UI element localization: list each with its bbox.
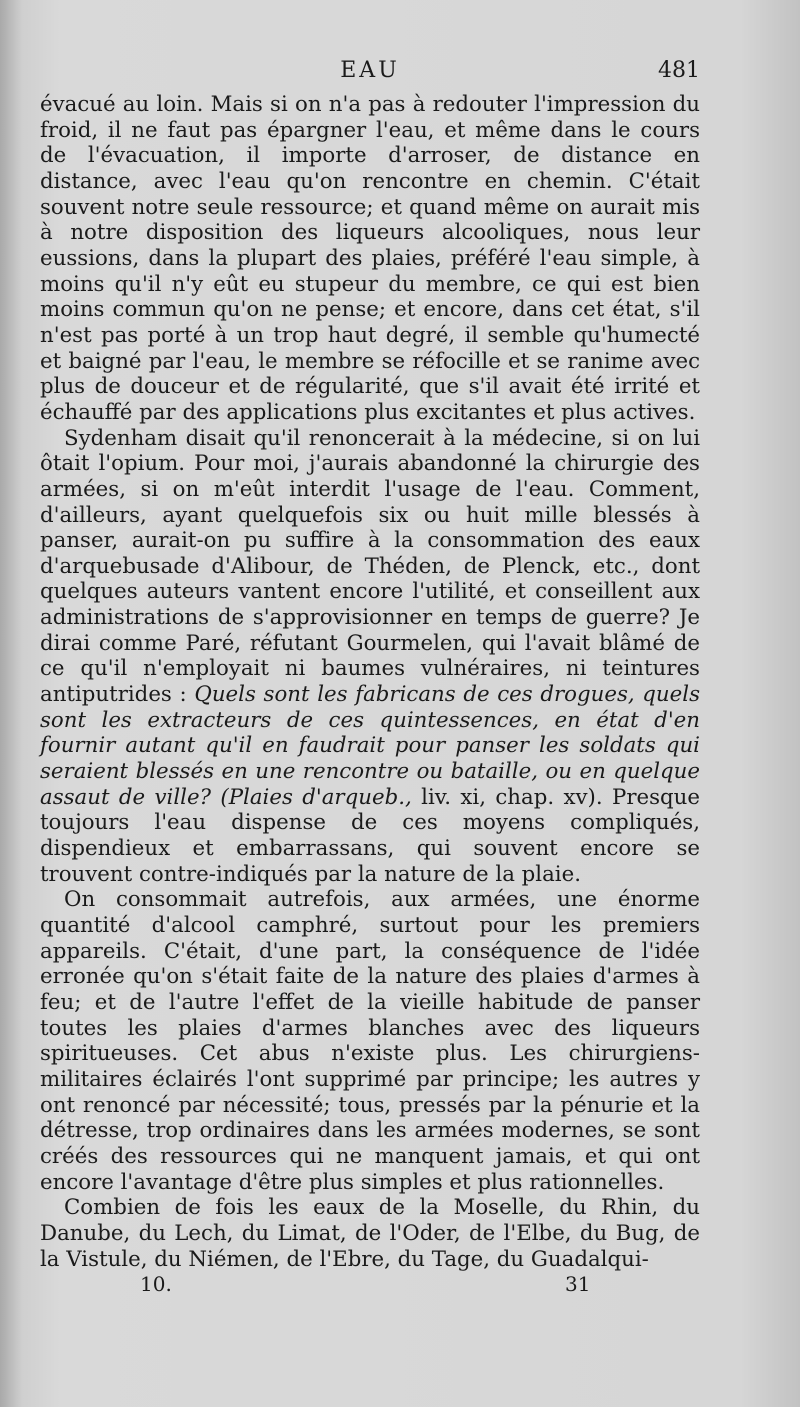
paragraph-2 — [40, 426, 700, 888]
paragraph-2-tail: liv. xi, chap. xv). Presque toujours l'eau dispense de ces moyens compliqués, dispendieux et embarrassans, qui souvent encore se trouvent contre-indiqués par la nature de la plaie. — [40, 784, 700, 887]
page-number: 481 — [658, 58, 700, 83]
paragraph-2-text: Sydenham disait qu'il renoncerait à la médecine, si on lui ôtait l'opium. Pour moi, j'aurais abandonné la chirurgie des armées, si on m'eût interdit l'usage de l'eau. Comment, d'ailleurs, ayant quelquefois six ou huit mille blessés à panser, aurait-on pu suffire à la consommation des eaux d'arquebusade d'Alibour, de Théden, de Plenck, etc., dont quelques auteurs vantent encore l'utilité, et conseillent aux administrations de s'approvisionner en temps de guerre? Je dirai comme Paré, réfutant Gourmelen, qui l'avait blâmé de ce qu'il n'employait ni baumes vulnéraires, ni teintures antiputrides : — [40, 425, 700, 708]
sheet-number: 10. — [140, 1272, 172, 1296]
paragraph-3: On consommait autrefois, aux armées, une énorme quantité d'alcool camphré, surtout pour les premiers appareils. C'était, d'une part, la conséquence de l'idée erronée qu'on s'était faite de la nature des plaies d'armes à feu; et de l'autre l'effet de la vieille habitude de panser toutes les plaies d'armes blanches avec des liqueurs spiritueuses. Cet abus n'existe plus. Les chirurgiens-militaires éclairés l'ont supprimé par principe; les autres y ont renoncé par nécessité; tous, pressés par la pénurie et la détresse, trop ordinaires dans les armées modernes, se sont créés des ressources qui ne manquent jamais, et qui ont encore l'avantage d'être plus simples et plus rationnelles. — [40, 887, 700, 1195]
running-head: EAU — [340, 58, 400, 83]
body-text — [40, 92, 700, 1272]
page-footer — [40, 1272, 700, 1302]
quote-pare: Quels sont les fabricans de ces drogues, quels sont les extracteurs de ces quintessences, en état d'en fournir autant qu'il en faudrait pour panser les soldats qui seraient blessés en une rencontre ou bataille, ou en quelque assaut de ville? (Plaies d'arqueb., — [40, 682, 700, 810]
paragraph-4: Combien de fois les eaux de la Moselle, du Rhin, du Danube, du Lech, du Limat, de l'Oder, de l'Elbe, du Bug, de la Vistule, du Niémen, de l'Ebre, du Tage, du Guadalqui- — [40, 1195, 700, 1272]
page-header — [40, 58, 700, 92]
paragraph-1: évacué au loin. Mais si on n'a pas à redouter l'impression du froid, il ne faut pas épargner l'eau, et même dans le cours de l'évacuation, il importe d'arroser, de distance en distance, avec l'eau qu'on rencontre en chemin. C'était souvent notre seule ressource; et quand même on aurait mis à notre disposition des liqueurs alcooliques, nous leur eussions, dans la plupart des plaies, préféré l'eau simple, à moins qu'il n'y eût eu stupeur du membre, ce qui est bien moins commun qu'on ne pense; et encore, dans cet état, s'il n'est pas porté à un trop haut degré, il semble qu'humecté et baigné par l'eau, le membre se réfocille et se ranime avec plus de douceur et de régularité, que s'il avait été irrité et échauffé par des applications plus excitantes et plus actives. — [40, 92, 700, 425]
signature-mark: 31 — [565, 1272, 591, 1296]
